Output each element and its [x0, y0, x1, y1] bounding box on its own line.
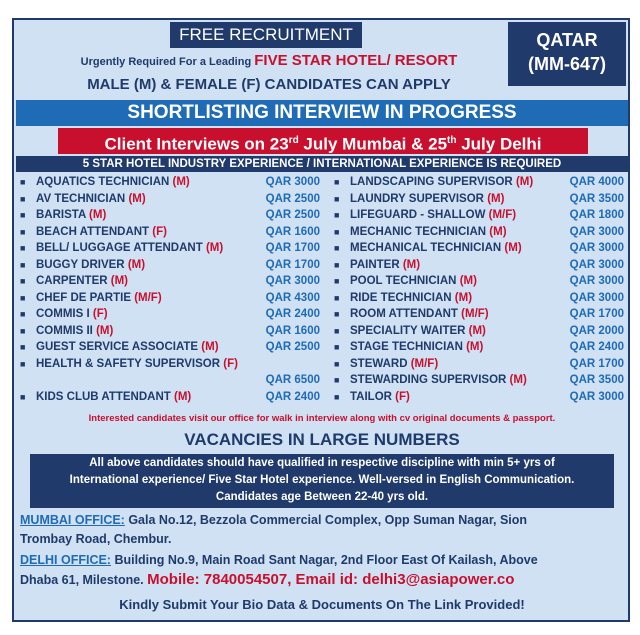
job-title-text: GUEST SERVICE ASSOCIATE: [36, 341, 202, 353]
job-gender: (M): [515, 176, 534, 188]
job-gender: (M): [201, 341, 219, 353]
job-row: [332, 224, 628, 241]
mumbai-office-label: MUMBAI OFFICE:: [20, 513, 125, 527]
job-gender: (M): [459, 275, 477, 287]
job-row: [332, 323, 628, 340]
job-gender: (M/F): [488, 209, 517, 221]
job-salary: QAR 3000: [569, 275, 624, 287]
job-salary: QAR 3000: [569, 390, 624, 403]
bullet-icon: ■: [20, 276, 26, 286]
job-row: [18, 372, 324, 389]
shortlisting-banner: SHORTLISTING INTERVIEW IN PROGRESS: [16, 100, 628, 126]
job-salary: QAR 2400: [569, 341, 624, 353]
client-interviews-prefix: Client Interviews on 23: [104, 134, 289, 154]
bullet-icon: ■: [20, 325, 26, 336]
job-row: [18, 257, 324, 274]
client-interviews-banner: [58, 128, 588, 154]
delhi-office-label: DELHI OFFICE:: [20, 553, 111, 567]
job-row: [332, 389, 628, 406]
job-salary: QAR 1800: [569, 209, 624, 221]
job-title: [350, 224, 507, 240]
job-title-text: BUGGY DRIVER: [36, 258, 128, 271]
job-row: [18, 224, 324, 241]
job-gender: (F): [223, 357, 238, 370]
job-title: [36, 389, 191, 405]
job-row: [332, 240, 628, 257]
job-title-text: HEALTH & SAFETY SUPERVISOR: [36, 357, 224, 370]
job-title: [36, 207, 106, 223]
job-title: [36, 306, 108, 322]
job-gender: (M): [172, 176, 190, 188]
contact-details[interactable]: Mobile: 7840054507, Email id: delhi3@asiapower.co: [147, 571, 515, 588]
job-row: [332, 207, 628, 224]
job-gender: (M/F): [134, 291, 162, 304]
job-title: [36, 290, 162, 306]
requirement-line: Candidates age Between 22-40 yrs old.: [215, 491, 429, 503]
bullet-icon: ■: [334, 358, 340, 369]
job-row: [332, 257, 628, 274]
job-title-text: COMMIS II: [36, 324, 97, 337]
job-title-text: CHEF DE PARTIE: [36, 291, 135, 304]
job-row: [18, 356, 324, 373]
bullet-icon: ■: [20, 292, 26, 303]
job-row: [332, 273, 628, 290]
urgently-prefix: Urgently Required For a Leading: [80, 56, 252, 68]
bullet-icon: ■: [20, 193, 26, 204]
bullet-icon: ■: [334, 243, 340, 253]
job-salary: QAR 3000: [569, 225, 624, 238]
job-gender: (M): [96, 324, 114, 337]
job-title: [36, 339, 219, 355]
advertisement-poster: [12, 18, 630, 622]
job-salary: QAR 3000: [569, 291, 624, 304]
job-row: [332, 339, 628, 356]
free-recruitment-banner: FREE RECRUITMENT: [170, 22, 362, 48]
job-title-text: TAILOR: [350, 390, 396, 403]
job-salary: QAR 2400: [265, 308, 320, 320]
job-title: [350, 290, 472, 306]
job-title: [350, 174, 533, 190]
job-row: [18, 191, 324, 208]
requirements-box: [30, 454, 614, 508]
job-gender: (M): [402, 258, 421, 271]
job-title-text: STAGE TECHNICIAN: [350, 341, 467, 353]
job-gender: (M): [205, 242, 224, 254]
job-gender: (M): [89, 209, 107, 221]
job-title-text: AV TECHNICIAN: [36, 192, 129, 205]
job-title-text: STEWARDING SUPERVISOR: [350, 374, 510, 386]
job-title-text: MECHANIC TECHNICIAN: [350, 225, 490, 238]
job-title: [350, 339, 483, 355]
job-gender: (M): [466, 341, 484, 353]
mumbai-address-1: Gala No.12, Bezzola Commercial Complex, Opp Suman Nagar, Sion: [124, 513, 528, 527]
mumbai-office: [20, 511, 624, 549]
job-salary: QAR 4300: [265, 291, 320, 304]
job-title: [350, 389, 410, 405]
job-title-text: PAINTER: [350, 258, 403, 271]
job-row: [18, 174, 324, 191]
job-salary: QAR 2400: [265, 390, 320, 403]
bullet-icon: ■: [334, 375, 340, 385]
job-gender: (M): [174, 390, 192, 403]
walk-in-note: Interested candidates visit our office for walk in interview along with cv original documents & passport.: [88, 413, 556, 424]
job-title-text: AQUATICS TECHNICIAN: [36, 176, 173, 188]
job-row: [332, 191, 628, 208]
job-row: [332, 356, 628, 373]
job-gender: (M): [468, 324, 486, 337]
urgently-required-line: [24, 52, 514, 69]
job-title: [350, 273, 477, 289]
bullet-icon: ■: [20, 309, 26, 319]
job-salary: QAR 3000: [569, 242, 624, 254]
bullet-icon: ■: [334, 391, 340, 402]
job-gender: (F): [395, 390, 410, 403]
job-salary: QAR 1700: [569, 308, 624, 320]
job-gender: (M): [110, 275, 129, 287]
job-row: [332, 306, 628, 323]
bullet-icon: ■: [20, 358, 26, 369]
bullet-icon: ■: [334, 309, 340, 319]
job-salary: QAR 3000: [569, 258, 624, 271]
vacancies-heading: VACANCIES IN LARGE NUMBERS: [184, 430, 460, 449]
job-salary: QAR 3000: [265, 275, 320, 287]
job-title: [350, 191, 504, 207]
job-gender: (M/F): [410, 357, 439, 370]
hotel-type: FIVE STAR HOTEL/ RESORT: [254, 52, 458, 69]
job-gender: (M): [489, 225, 507, 238]
job-salary: QAR 1700: [569, 357, 624, 370]
bullet-icon: ■: [20, 259, 26, 270]
bullet-icon: ■: [334, 342, 340, 352]
job-title: [350, 240, 522, 256]
job-row: [18, 240, 324, 257]
job-title-text: MECHANICAL TECHNICIAN: [350, 242, 505, 254]
date-suffix-1: rd: [288, 135, 299, 146]
job-row: [18, 306, 324, 323]
job-title-text: SPECIALITY WAITER: [350, 324, 469, 337]
job-gender: (M): [128, 192, 146, 205]
bullet-icon: ■: [20, 243, 26, 253]
job-row: [18, 273, 324, 290]
job-title: [350, 372, 527, 388]
mumbai-address-2: Trombay Road, Chembur.: [20, 532, 172, 546]
job-salary: QAR 3500: [569, 374, 624, 386]
bullet-icon: ■: [334, 210, 340, 220]
bullet-icon: ■: [334, 193, 340, 204]
job-salary: QAR 3000: [265, 176, 320, 188]
bullet-icon: ■: [334, 325, 340, 336]
job-row: [18, 339, 324, 356]
job-gender: (F): [152, 225, 167, 238]
job-gender: (M): [509, 374, 527, 386]
job-title-text: RIDE TECHNICIAN: [350, 291, 455, 304]
job-title-text: POOL TECHNICIAN: [350, 275, 460, 287]
job-title-text: BELL/ LUGGAGE ATTENDANT: [36, 242, 206, 254]
requirement-line: All above candidates should have qualified in respective discipline with min 5+ yrs of: [89, 457, 555, 469]
delhi-address-1: Building No.9, Main Road Sant Nagar, 2nd Floor East Of Kailash, Above: [110, 553, 538, 567]
job-row: [332, 290, 628, 307]
job-title-text: COMMIS I: [36, 308, 93, 320]
job-salary: QAR 6500: [265, 374, 320, 386]
client-interviews-middle: July Mumbai & 25: [298, 134, 448, 154]
job-gender: (M): [487, 192, 505, 205]
bullet-icon: ■: [334, 259, 340, 270]
submit-note: Kindly Submit Your Bio Data & Documents On The Link Provided!: [119, 597, 525, 612]
bullet-icon: ■: [334, 292, 340, 303]
delhi-office: [20, 551, 624, 590]
client-interviews-suffix: July Delhi: [456, 134, 542, 154]
job-title-text: LIFEGUARD - SHALLOW: [350, 209, 489, 221]
job-salary: QAR 1700: [265, 242, 320, 254]
country-box: [508, 22, 626, 86]
job-title-text: BEACH ATTENDANT: [36, 225, 153, 238]
bullet-icon: ■: [20, 391, 26, 402]
job-title: [36, 224, 167, 240]
bullet-icon: ■: [20, 177, 26, 187]
job-gender: (M/F): [461, 308, 489, 320]
job-gender: (F): [92, 308, 108, 320]
date-suffix-2: th: [447, 135, 457, 146]
bullet-icon: ■: [20, 226, 26, 237]
delhi-address-2: Dhaba 61, Milestone.: [20, 573, 148, 587]
bullet-icon: ■: [334, 226, 340, 237]
job-salary: QAR 2000: [569, 324, 624, 337]
job-title: [36, 323, 113, 339]
job-salary: QAR 2500: [265, 192, 320, 205]
country-name: QATAR: [536, 30, 598, 50]
requirement-line: International experience/ Five Star Hotel experience. Well-versed in English Communication.: [69, 474, 575, 486]
job-row: [18, 290, 324, 307]
bullet-icon: ■: [334, 276, 340, 286]
job-title: [350, 356, 438, 372]
right-job-list: [332, 174, 628, 405]
job-salary: QAR 2500: [265, 209, 320, 221]
job-gender: (M): [504, 242, 522, 254]
job-title-text: STEWARD: [350, 357, 411, 370]
job-salary: QAR 1600: [265, 225, 320, 238]
job-title: [350, 306, 489, 322]
reference-code: (MM-647): [527, 54, 606, 74]
candidates-line: MALE (M) & FEMALE (F) CANDIDATES CAN APPLY: [87, 76, 451, 93]
job-row: [18, 389, 324, 406]
bullet-icon: ■: [20, 210, 26, 220]
job-title-text: KIDS CLUB ATTENDANT: [36, 390, 174, 403]
job-title: [36, 273, 128, 289]
job-salary: QAR 1700: [265, 258, 320, 271]
job-salary: QAR 2500: [265, 341, 320, 353]
job-title: [350, 207, 516, 223]
job-title: [36, 356, 238, 372]
job-row: [332, 174, 628, 191]
job-title: [36, 191, 146, 207]
job-row: [18, 323, 324, 340]
job-gender: (M): [454, 291, 473, 304]
job-title-text: LANDSCAPING SUPERVISOR: [350, 176, 516, 188]
job-salary: QAR 4000: [569, 176, 624, 188]
industry-requirement-banner: 5 STAR HOTEL INDUSTRY EXPERIENCE / INTERNATIONAL EXPERIENCE IS REQUIRED: [16, 156, 628, 172]
job-title: [350, 257, 420, 273]
job-row: [18, 207, 324, 224]
job-title-text: CARPENTER: [36, 275, 111, 287]
left-job-list: [18, 174, 324, 405]
job-gender: (M): [127, 258, 146, 271]
job-title-text: LAUNDRY SUPERVISOR: [350, 192, 488, 205]
job-row: [332, 372, 628, 389]
job-title: [36, 174, 190, 190]
job-title-text: BARISTA: [36, 209, 90, 221]
job-title: [350, 323, 486, 339]
job-salary: QAR 1600: [265, 324, 320, 337]
job-title-text: ROOM ATTENDANT: [350, 308, 462, 320]
job-title: [36, 257, 145, 273]
job-salary: QAR 3500: [569, 192, 624, 205]
bullet-icon: ■: [20, 342, 26, 352]
bullet-icon: ■: [334, 177, 340, 187]
job-title: [36, 240, 223, 256]
